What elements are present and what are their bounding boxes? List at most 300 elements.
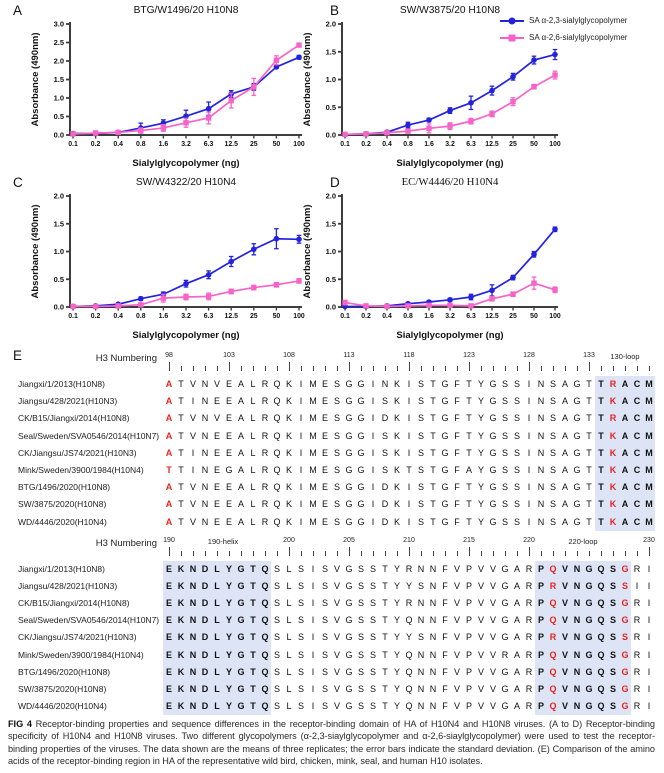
residue: A xyxy=(165,482,173,493)
residue: Q xyxy=(595,612,607,629)
residue: K xyxy=(285,447,292,458)
residue: S xyxy=(369,615,376,626)
residue: T xyxy=(247,681,259,698)
residue: S xyxy=(607,681,619,698)
residue: S xyxy=(607,629,619,646)
ruler-tick xyxy=(553,366,554,371)
ruler-tick xyxy=(433,366,434,371)
residue: S xyxy=(333,447,340,458)
residue: I xyxy=(635,580,639,591)
svg-text:25: 25 xyxy=(249,141,258,148)
legend-label: SA α-2,3-sialylglycopolymer xyxy=(529,16,628,25)
residue: A xyxy=(513,649,520,660)
residue: K xyxy=(393,482,400,493)
residue: S xyxy=(501,413,508,424)
ruler-tick xyxy=(589,362,590,371)
residue: V xyxy=(453,598,460,609)
ruler-number: 200 xyxy=(283,536,295,544)
residue: I xyxy=(371,379,375,389)
svg-text:Sialylglycopolymer (ng): Sialylglycopolymer (ng) xyxy=(132,158,240,169)
ruler-tick xyxy=(637,366,638,371)
residue: G xyxy=(235,612,247,629)
residue: S xyxy=(333,499,340,510)
residue: K xyxy=(607,462,619,479)
residue: G xyxy=(345,413,353,424)
residue: A xyxy=(237,413,244,424)
residue: F xyxy=(454,396,460,407)
ruler-number: 133 xyxy=(583,352,595,359)
residue: R xyxy=(633,649,641,660)
residue: G xyxy=(345,482,353,493)
residue: K xyxy=(285,499,292,510)
residue: K xyxy=(285,379,292,389)
residue: T xyxy=(166,464,172,475)
residue: N xyxy=(429,563,437,574)
ruler-tick xyxy=(181,366,182,371)
residue: R xyxy=(261,516,269,527)
residue: A xyxy=(237,379,244,389)
residue: S xyxy=(549,516,556,527)
residue: N xyxy=(571,595,583,612)
residue: Y xyxy=(477,482,484,493)
residue: N xyxy=(429,684,437,694)
residue: S xyxy=(501,464,508,475)
residue: S xyxy=(549,464,556,475)
ruler-number: 215 xyxy=(463,536,475,544)
residue: S xyxy=(357,580,364,591)
residue: A xyxy=(165,447,173,458)
ruler-tick xyxy=(529,547,530,556)
residue: T xyxy=(247,612,259,629)
residue: V xyxy=(453,563,460,574)
residue: P xyxy=(465,580,472,591)
residue: S xyxy=(321,684,328,694)
residue: Y xyxy=(405,580,412,591)
residue: M xyxy=(643,479,655,496)
residue: R xyxy=(261,413,269,424)
residue: A xyxy=(561,464,568,475)
residue: G xyxy=(345,499,353,510)
residue: Y xyxy=(477,499,484,510)
residue: I xyxy=(527,430,531,441)
residue: I xyxy=(299,379,303,389)
sequence-row xyxy=(0,428,664,445)
residue: I xyxy=(371,516,375,527)
residue: T xyxy=(178,499,184,510)
residue: F xyxy=(454,482,460,493)
residue: S xyxy=(357,701,364,712)
ruler-tick xyxy=(337,366,338,371)
ruler-tick xyxy=(457,551,458,556)
residue: S xyxy=(369,563,376,574)
residue: Q xyxy=(547,647,559,664)
residue: N xyxy=(417,563,425,574)
residue: D xyxy=(199,578,211,595)
sequence-row xyxy=(0,462,664,479)
residue: N xyxy=(571,698,583,715)
residue: C xyxy=(631,462,643,479)
residue: E xyxy=(213,447,220,458)
residue: A xyxy=(561,447,568,458)
chart-legend xyxy=(500,12,627,46)
residue: G xyxy=(345,598,353,609)
residue: S xyxy=(417,580,424,591)
residue: M xyxy=(643,410,655,427)
ruler-tick xyxy=(589,551,590,556)
panel-label-b: B xyxy=(330,3,340,18)
residue: I xyxy=(311,701,315,712)
residue: N xyxy=(571,561,583,578)
residue: E xyxy=(321,447,328,458)
residue: T xyxy=(178,464,184,475)
ruler-tick xyxy=(529,362,530,371)
sequence xyxy=(163,578,655,595)
sequence-row xyxy=(0,561,664,578)
residue: L xyxy=(286,632,292,643)
residue: K xyxy=(393,499,400,510)
residue: V xyxy=(189,413,196,424)
residue: G xyxy=(619,698,631,715)
residue: Q xyxy=(273,379,281,389)
residue: E xyxy=(225,447,232,458)
residue: I xyxy=(299,396,303,407)
residue: V xyxy=(489,563,496,574)
ruler-tick xyxy=(397,366,398,371)
residue: P xyxy=(535,698,547,715)
residue: L xyxy=(286,649,292,660)
residue: G xyxy=(501,563,509,574)
residue: P xyxy=(535,647,547,664)
residue: N xyxy=(201,413,209,424)
residue: S xyxy=(357,666,364,677)
residue: A xyxy=(561,379,568,389)
ruler-tick xyxy=(385,366,386,371)
residue: S xyxy=(273,632,280,643)
residue: I xyxy=(311,563,315,574)
residue: G xyxy=(225,464,233,475)
residue: L xyxy=(211,629,223,646)
svg-text:0.5: 0.5 xyxy=(325,274,336,284)
svg-text:0.5: 0.5 xyxy=(53,112,64,122)
residue: G xyxy=(619,595,631,612)
residue: D xyxy=(381,482,389,493)
residue: S xyxy=(357,684,364,694)
residue: L xyxy=(211,698,223,715)
residue: I xyxy=(299,516,303,527)
residue: C xyxy=(631,445,643,462)
residue: Y xyxy=(223,664,235,681)
residue: R xyxy=(607,410,619,427)
residue: E xyxy=(213,482,220,493)
svg-text:6.3: 6.3 xyxy=(203,313,214,320)
residue: S xyxy=(501,482,508,493)
svg-text:Absorbance (490nm): Absorbance (490nm) xyxy=(302,204,313,299)
ruler-tick xyxy=(493,366,494,371)
svg-text:0.5: 0.5 xyxy=(53,274,64,284)
residue: G xyxy=(489,482,497,493)
residue: R xyxy=(525,563,533,574)
residue: V xyxy=(333,666,340,677)
legend-label: SA α-2,6-sialylglycopolymer xyxy=(529,33,628,42)
svg-text:1.6: 1.6 xyxy=(424,141,434,148)
residue: N xyxy=(201,379,209,389)
residue: S xyxy=(321,649,328,660)
residue: P xyxy=(535,561,547,578)
residue: T xyxy=(430,430,436,441)
loop-label: 130-loop xyxy=(610,352,640,361)
sequence xyxy=(163,681,655,698)
ruler-number: 98 xyxy=(165,352,173,359)
residue: P xyxy=(465,684,472,694)
ruler-tick xyxy=(229,362,230,371)
residue: M xyxy=(309,482,317,493)
residue: G xyxy=(501,580,509,591)
svg-text:0.1: 0.1 xyxy=(68,313,78,320)
residue: G xyxy=(573,413,581,424)
residue: V xyxy=(489,580,496,591)
residue: A xyxy=(237,499,244,510)
residue: I xyxy=(527,396,531,407)
chart-d xyxy=(296,172,568,344)
residue: V xyxy=(489,632,496,643)
residue: I xyxy=(371,396,375,407)
h3-numbering-header xyxy=(0,537,664,561)
residue: S xyxy=(297,580,304,591)
residue: Q xyxy=(547,561,559,578)
svg-text:25: 25 xyxy=(249,313,258,320)
residue: T xyxy=(178,379,184,389)
residue: I xyxy=(311,615,315,626)
residue: T xyxy=(595,410,607,427)
residue: Y xyxy=(477,430,484,441)
residue: G xyxy=(357,396,365,407)
residue: D xyxy=(199,612,211,629)
svg-text:0.1: 0.1 xyxy=(340,141,350,148)
residue: V xyxy=(477,563,484,574)
residue: K xyxy=(285,482,292,493)
residue: T xyxy=(430,482,436,493)
residue: K xyxy=(175,664,187,681)
residue: R xyxy=(547,629,559,646)
residue: S xyxy=(297,632,304,643)
sequence-row xyxy=(0,496,664,513)
residue: A xyxy=(513,598,520,609)
ruler-tick xyxy=(625,551,626,556)
residue: A xyxy=(513,563,520,574)
residue: V xyxy=(477,684,484,694)
residue: T xyxy=(586,413,592,424)
svg-text:Absorbance (490nm): Absorbance (490nm) xyxy=(30,204,41,299)
sequence-row xyxy=(0,647,664,664)
residue: E xyxy=(213,464,220,475)
residue: E xyxy=(163,612,175,629)
ruler-tick xyxy=(229,551,230,556)
sequence-row xyxy=(0,664,664,681)
ruler-tick xyxy=(637,551,638,556)
residue: M xyxy=(309,447,317,458)
ruler-tick xyxy=(613,366,614,371)
svg-text:1.5: 1.5 xyxy=(53,219,64,229)
svg-text:2.0: 2.0 xyxy=(53,56,64,66)
residue: F xyxy=(442,666,448,677)
residue: Q xyxy=(547,612,559,629)
residue: S xyxy=(381,464,388,475)
residue: T xyxy=(466,396,472,407)
residue: R xyxy=(525,666,533,677)
residue: T xyxy=(466,447,472,458)
residue: N xyxy=(187,664,199,681)
ruler-tick xyxy=(493,551,494,556)
residue: N xyxy=(571,647,583,664)
residue: R xyxy=(261,464,269,475)
residue: T xyxy=(466,379,472,389)
loop-label: 190-helix xyxy=(207,536,239,546)
virus-name: Seal/Sweden/SVA0546/2014(H10N7) xyxy=(18,615,160,626)
svg-text:0.2: 0.2 xyxy=(90,141,101,148)
ruler-tick xyxy=(361,551,362,556)
residue: G xyxy=(235,664,247,681)
residue: G xyxy=(235,595,247,612)
residue: Q xyxy=(259,647,271,664)
residue: R xyxy=(261,379,269,389)
residue: G xyxy=(235,629,247,646)
residue: T xyxy=(595,445,607,462)
residue: V xyxy=(333,649,340,660)
residue: T xyxy=(586,447,592,458)
svg-text:Sialylglycopolymer (ng): Sialylglycopolymer (ng) xyxy=(396,158,504,169)
residue: Y xyxy=(393,632,400,643)
residue: Y xyxy=(393,598,400,609)
virus-name: BTG/1496/2020(H10N8) xyxy=(18,666,111,677)
sequence xyxy=(163,410,655,427)
virus-name: SW/3875/2020(H10N8) xyxy=(18,684,107,694)
residue: G xyxy=(235,681,247,698)
residue: T xyxy=(178,430,184,441)
ruler-number: 123 xyxy=(463,352,475,359)
svg-text:0.8: 0.8 xyxy=(136,141,146,148)
residue: I xyxy=(311,632,315,643)
residue: P xyxy=(535,664,547,681)
svg-text:Absorbance (490nm): Absorbance (490nm) xyxy=(30,32,41,127)
residue: T xyxy=(247,664,259,681)
residue: L xyxy=(286,615,292,626)
residue: Y xyxy=(223,647,235,664)
residue: V xyxy=(333,615,340,626)
residue: R xyxy=(261,499,269,510)
virus-name: WD/4446/2020(H10N4) xyxy=(18,701,107,712)
residue: I xyxy=(647,701,651,712)
residue: G xyxy=(345,649,353,660)
residue: S xyxy=(297,615,304,626)
ruler-tick xyxy=(409,547,410,556)
residue: Y xyxy=(223,561,235,578)
residue: A xyxy=(237,447,244,458)
residue: Q xyxy=(595,664,607,681)
residue: P xyxy=(465,563,472,574)
svg-text:1.0: 1.0 xyxy=(53,247,64,257)
residue: R xyxy=(525,701,533,712)
residue: T xyxy=(586,482,592,493)
residue: N xyxy=(187,595,199,612)
residue: I xyxy=(647,666,651,677)
svg-text:12.5: 12.5 xyxy=(485,313,499,320)
residue: Q xyxy=(259,664,271,681)
residue: P xyxy=(535,578,547,595)
square-marker-icon xyxy=(500,33,524,43)
residue: T xyxy=(430,379,436,389)
residue: V xyxy=(559,698,571,715)
residue: S xyxy=(513,379,520,389)
residue: M xyxy=(643,393,655,410)
sequence xyxy=(163,376,655,393)
svg-text:1.5: 1.5 xyxy=(53,75,64,85)
virus-name: BTG/1496/2020(H10N8) xyxy=(18,482,111,493)
residue: M xyxy=(643,376,655,393)
sequence xyxy=(163,514,655,531)
ruler-number: 230 xyxy=(643,536,655,544)
residue: I xyxy=(311,598,315,609)
residue: Y xyxy=(393,563,400,574)
svg-text:2.5: 2.5 xyxy=(53,38,64,48)
residue: G xyxy=(583,561,595,578)
residue: G xyxy=(441,413,449,424)
residue: L xyxy=(211,647,223,664)
residue: I xyxy=(299,499,303,510)
residue: F xyxy=(454,430,460,441)
residue: Q xyxy=(259,578,271,595)
residue: S xyxy=(501,430,508,441)
residue: G xyxy=(489,464,497,475)
residue: R xyxy=(525,598,533,609)
residue: L xyxy=(286,701,292,712)
residue: G xyxy=(235,698,247,715)
residue: A xyxy=(237,430,244,441)
svg-text:1.5: 1.5 xyxy=(325,219,336,229)
residue: A xyxy=(561,430,568,441)
svg-text:1.6: 1.6 xyxy=(424,313,434,320)
residue: R xyxy=(633,666,641,677)
residue: V xyxy=(477,615,484,626)
residue: T xyxy=(178,396,184,407)
residue: E xyxy=(213,430,220,441)
residue: A xyxy=(165,396,173,407)
residue: N xyxy=(187,681,199,698)
residue: S xyxy=(321,563,328,574)
residue: K xyxy=(393,379,400,389)
residue: M xyxy=(309,499,317,510)
sequence-row xyxy=(0,612,664,629)
ruler-number: 190 xyxy=(163,536,175,544)
residue: F xyxy=(454,516,460,527)
ruler-tick xyxy=(433,551,434,556)
residue: V xyxy=(559,595,571,612)
residue: I xyxy=(371,447,375,458)
residue: S xyxy=(333,430,340,441)
residue: V xyxy=(213,413,220,424)
residue: D xyxy=(199,595,211,612)
residue: R xyxy=(633,563,641,574)
ruler-tick xyxy=(169,547,170,556)
residue: G xyxy=(573,482,581,493)
residue: S xyxy=(417,499,424,510)
residue: N xyxy=(429,598,437,609)
residue: I xyxy=(407,482,411,493)
residue: G xyxy=(583,681,595,698)
residue: L xyxy=(250,499,256,510)
residue: T xyxy=(466,482,472,493)
residue: Q xyxy=(273,482,281,493)
residue: M xyxy=(643,496,655,513)
